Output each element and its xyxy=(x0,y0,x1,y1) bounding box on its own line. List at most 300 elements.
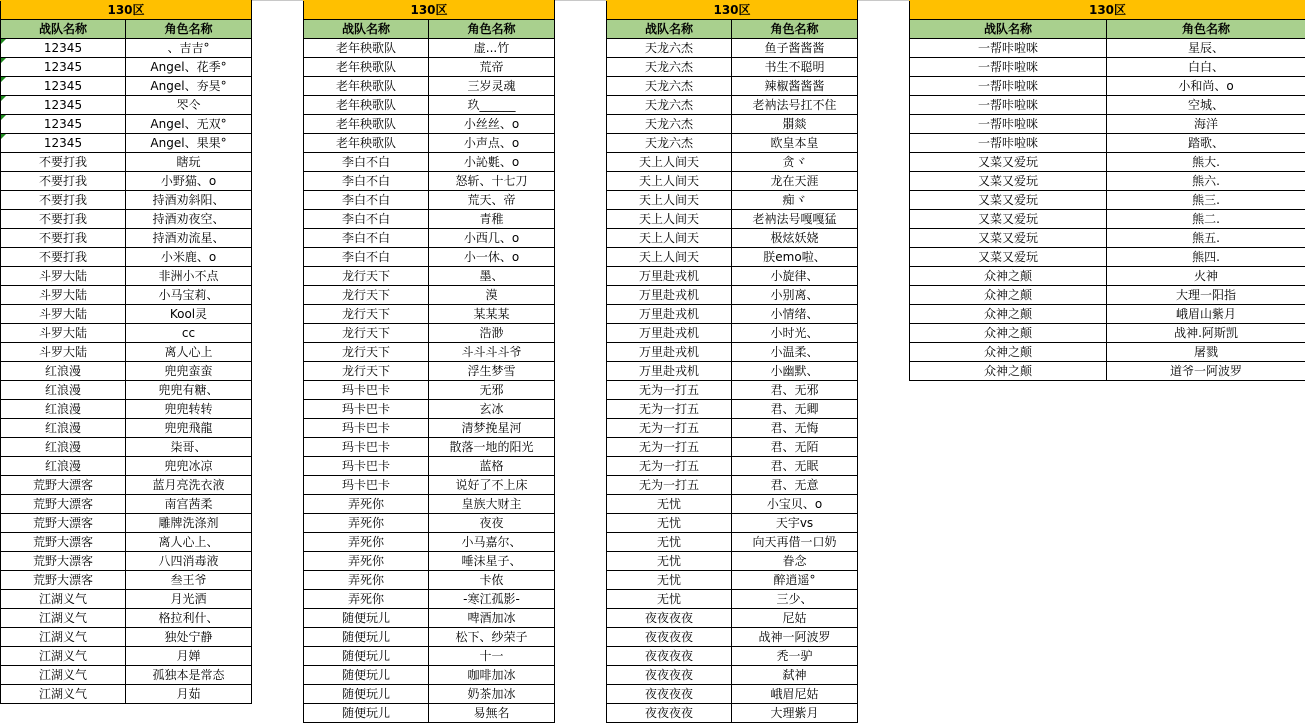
role-name-cell[interactable]: cc xyxy=(126,324,252,343)
team-name-cell[interactable]: 夜夜夜夜 xyxy=(607,685,732,704)
team-name-cell[interactable]: 李白不白 xyxy=(304,210,429,229)
role-name-cell[interactable]: 向天再借一口奶 xyxy=(732,533,858,552)
role-name-cell[interactable]: 散落一地的阳光 xyxy=(429,438,555,457)
team-name-cell[interactable]: 无为一打五 xyxy=(607,457,732,476)
role-name-cell[interactable]: 眷念 xyxy=(732,552,858,571)
team-name-cell[interactable]: 荒野大漂客 xyxy=(1,533,126,552)
team-name-cell[interactable]: 玛卡巴卡 xyxy=(304,457,429,476)
team-name-cell[interactable]: 众神之颠 xyxy=(910,324,1107,343)
role-name-cell[interactable]: 怒斩、十七刀 xyxy=(429,172,555,191)
team-name-cell[interactable]: 玛卡巴卡 xyxy=(304,400,429,419)
team-name-cell[interactable]: 红浪漫 xyxy=(1,419,126,438)
team-name-cell[interactable]: 红浪漫 xyxy=(1,381,126,400)
role-name-cell[interactable]: 熊二. xyxy=(1107,210,1305,229)
team-name-cell[interactable]: 天上人间天 xyxy=(607,229,732,248)
role-name-cell[interactable]: 虚...竹 xyxy=(429,39,555,58)
team-name-cell[interactable]: 天上人间天 xyxy=(607,172,732,191)
role-name-cell[interactable]: 青稚 xyxy=(429,210,555,229)
table-row xyxy=(607,58,858,77)
team-name-cell[interactable]: 江湖义气 xyxy=(1,628,126,647)
role-name-cell[interactable]: 君、无意 xyxy=(732,476,858,495)
team-name-cell[interactable]: 老年秧歌队 xyxy=(304,39,429,58)
table-row xyxy=(1,685,252,704)
table-row xyxy=(304,419,555,438)
role-name-cell[interactable]: 小一休、o xyxy=(429,248,555,267)
role-name-cell[interactable]: 小温柔、 xyxy=(732,343,858,362)
team-name-cell[interactable]: 老年秧歌队 xyxy=(304,115,429,134)
table-row xyxy=(304,267,555,286)
team-name-cell[interactable]: 万里赴戎机 xyxy=(607,286,732,305)
team-name-cell[interactable]: 荒野大漂客 xyxy=(1,514,126,533)
team-name-cell[interactable]: 老年秧歌队 xyxy=(304,96,429,115)
role-name-cell[interactable]: 漠 xyxy=(429,286,555,305)
team-name-cell[interactable]: 天上人间天 xyxy=(607,248,732,267)
role-name-cell[interactable]: 天宇vs xyxy=(732,514,858,533)
role-name-cell[interactable]: 蓝月亮洗衣液 xyxy=(126,476,252,495)
role-name-cell[interactable]: 斗斗斗斗爷 xyxy=(429,343,555,362)
role-name-cell[interactable]: 咖啡加冰 xyxy=(429,666,555,685)
team-name-cell[interactable]: 随便玩儿 xyxy=(304,609,429,628)
table-row xyxy=(1,362,252,381)
team-name-cell[interactable]: 斗罗大陆 xyxy=(1,305,126,324)
role-name-cell[interactable]: 叁王爷 xyxy=(126,571,252,590)
role-name-cell[interactable]: 朕emo啦、 xyxy=(732,248,858,267)
role-name-cell[interactable]: 峨眉尼姑 xyxy=(732,685,858,704)
team-name-cell[interactable]: 老年秧歌队 xyxy=(304,58,429,77)
role-name-cell[interactable]: 小声点、o xyxy=(429,134,555,153)
role-name-cell[interactable]: 小丝丝、o xyxy=(429,115,555,134)
role-name-cell[interactable]: 大理紫月 xyxy=(732,704,858,723)
header-team-name[interactable]: 战队名称 xyxy=(910,20,1107,39)
team-name-cell[interactable]: 万里赴戎机 xyxy=(607,343,732,362)
team-name-cell[interactable]: 江湖义气 xyxy=(1,647,126,666)
team-name-cell[interactable]: 老年秧歌队 xyxy=(304,77,429,96)
role-name-cell[interactable]: 持酒劝流星、 xyxy=(126,229,252,248)
role-name-cell[interactable]: 书生不聪明 xyxy=(732,58,858,77)
team-name-cell[interactable]: 李白不白 xyxy=(304,229,429,248)
table-row xyxy=(607,590,858,609)
role-name-cell[interactable]: 熊三. xyxy=(1107,191,1305,210)
role-name-cell[interactable]: 战神一阿波罗 xyxy=(732,628,858,647)
role-name-cell[interactable]: -寒江孤影- xyxy=(429,590,555,609)
role-name-cell[interactable]: 老衲法号扛不住 xyxy=(732,96,858,115)
role-name-cell[interactable]: Angel、果果° xyxy=(126,134,252,153)
team-name-cell[interactable]: 无为一打五 xyxy=(607,400,732,419)
team-name-cell[interactable]: 又菜又爱玩 xyxy=(910,210,1107,229)
table-row xyxy=(304,153,555,172)
team-name-cell[interactable]: 红浪漫 xyxy=(1,362,126,381)
team-name-cell[interactable]: 弄死你 xyxy=(304,495,429,514)
role-name-cell[interactable]: 君、无悔 xyxy=(732,419,858,438)
role-name-cell[interactable]: 熊五. xyxy=(1107,229,1305,248)
team-name-cell[interactable]: 一帮咔啦咪 xyxy=(910,58,1107,77)
team-name-cell[interactable]: 天龙六杰 xyxy=(607,58,732,77)
table-row xyxy=(1,438,252,457)
team-name-cell[interactable]: 随便玩儿 xyxy=(304,666,429,685)
team-name-cell[interactable]: 斗罗大陆 xyxy=(1,267,126,286)
role-name-cell[interactable]: Angel、花季° xyxy=(126,58,252,77)
team-name-cell[interactable]: 无忧 xyxy=(607,571,732,590)
team-name-cell[interactable]: 众神之颠 xyxy=(910,286,1107,305)
team-name-cell[interactable]: 无为一打五 xyxy=(607,419,732,438)
role-name-cell[interactable]: 浩渺 xyxy=(429,324,555,343)
team-name-cell[interactable]: 李白不白 xyxy=(304,153,429,172)
role-name-cell[interactable]: 醉逍遥° xyxy=(732,571,858,590)
team-name-cell[interactable]: 夜夜夜夜 xyxy=(607,628,732,647)
header-role-name[interactable]: 角色名称 xyxy=(732,20,858,39)
table-row xyxy=(1,419,252,438)
role-name-cell[interactable]: 兜兜冰凉 xyxy=(126,457,252,476)
role-name-cell[interactable]: 海洋 xyxy=(1107,115,1305,134)
table-row xyxy=(607,533,858,552)
team-name-cell[interactable]: 江湖义气 xyxy=(1,685,126,704)
role-name-cell[interactable]: 玄冰 xyxy=(429,400,555,419)
table-row xyxy=(304,438,555,457)
role-name-cell[interactable]: 火神 xyxy=(1107,267,1305,286)
team-name-cell[interactable]: 万里赴戎机 xyxy=(607,267,732,286)
team-name-cell[interactable]: 玛卡巴卡 xyxy=(304,381,429,400)
role-name-cell[interactable]: 非洲小不点 xyxy=(126,267,252,286)
role-name-cell[interactable]: 月婵 xyxy=(126,647,252,666)
team-name-cell[interactable]: 天龙六杰 xyxy=(607,77,732,96)
team-name-cell[interactable]: 又菜又爱玩 xyxy=(910,248,1107,267)
role-name-cell[interactable]: 、吉吉° xyxy=(126,39,252,58)
role-name-cell[interactable]: 南宫茜柔 xyxy=(126,495,252,514)
team-name-cell[interactable]: 无忧 xyxy=(607,552,732,571)
team-name-cell[interactable]: 江湖义气 xyxy=(1,609,126,628)
team-name-cell[interactable]: 无为一打五 xyxy=(607,381,732,400)
team-name-cell[interactable]: 天龙六杰 xyxy=(607,134,732,153)
team-name-cell[interactable]: 龙行天下 xyxy=(304,305,429,324)
table-row xyxy=(910,267,1305,286)
team-name-cell[interactable]: 12345 xyxy=(1,115,126,134)
role-name-cell[interactable]: 小米鹿、o xyxy=(126,248,252,267)
role-name-cell[interactable]: 松下、纱荣子 xyxy=(429,628,555,647)
team-name-cell[interactable]: 随便玩儿 xyxy=(304,647,429,666)
role-name-cell[interactable]: 卡侬 xyxy=(429,571,555,590)
role-name-cell[interactable]: 欧皇本皇 xyxy=(732,134,858,153)
team-name-cell[interactable]: 江湖义气 xyxy=(1,590,126,609)
role-name-cell[interactable]: 道爷一阿波罗 xyxy=(1107,362,1305,381)
zone-title[interactable]: 130区 xyxy=(607,1,858,20)
team-name-cell[interactable]: 一帮咔啦咪 xyxy=(910,115,1107,134)
team-name-cell[interactable]: 老年秧歌队 xyxy=(304,134,429,153)
table-row xyxy=(1,457,252,476)
team-name-cell[interactable]: 夜夜夜夜 xyxy=(607,666,732,685)
role-name-cell[interactable]: 鱼子酱酱酱 xyxy=(732,39,858,58)
role-name-cell[interactable]: Angel、无双° xyxy=(126,115,252,134)
role-name-cell[interactable]: 十一 xyxy=(429,647,555,666)
role-name-cell[interactable]: 独处宁静 xyxy=(126,628,252,647)
role-name-cell[interactable]: 兜兜蛮蛮 xyxy=(126,362,252,381)
team-name-cell[interactable]: 荒野大漂客 xyxy=(1,495,126,514)
role-name-cell[interactable]: 小宝贝、o xyxy=(732,495,858,514)
header-team-name[interactable]: 战队名称 xyxy=(1,20,126,39)
role-name-cell[interactable]: 小野猫、o xyxy=(126,172,252,191)
role-name-cell[interactable]: 小旋律、 xyxy=(732,267,858,286)
team-name-cell[interactable]: 弄死你 xyxy=(304,552,429,571)
role-name-cell[interactable]: 离人心上、 xyxy=(126,533,252,552)
role-name-cell[interactable]: 弑神 xyxy=(732,666,858,685)
role-name-cell[interactable]: 唾沫星子、 xyxy=(429,552,555,571)
team-name-cell[interactable]: 天龙六杰 xyxy=(607,39,732,58)
role-name-cell[interactable]: 白白、 xyxy=(1107,58,1305,77)
role-name-cell[interactable]: 星辰、 xyxy=(1107,39,1305,58)
team-name-cell[interactable]: 玛卡巴卡 xyxy=(304,476,429,495)
table-row xyxy=(910,153,1305,172)
role-name-cell[interactable]: 玖______ xyxy=(429,96,555,115)
team-name-cell[interactable]: 不要打我 xyxy=(1,229,126,248)
team-name-cell[interactable]: 天上人间天 xyxy=(607,210,732,229)
role-name-cell[interactable]: 小西几、o xyxy=(429,229,555,248)
role-name-cell[interactable]: 龙在天涯 xyxy=(732,172,858,191)
role-name-cell[interactable]: 小訫氀、o xyxy=(429,153,555,172)
team-name-cell[interactable]: 天上人间天 xyxy=(607,153,732,172)
header-role-name[interactable]: 角色名称 xyxy=(429,20,555,39)
team-name-cell[interactable]: 斗罗大陆 xyxy=(1,343,126,362)
role-name-cell[interactable]: 秃一驴 xyxy=(732,647,858,666)
team-name-cell[interactable]: 夜夜夜夜 xyxy=(607,704,732,723)
team-name-cell[interactable]: 荒野大漂客 xyxy=(1,571,126,590)
table-row xyxy=(1,400,252,419)
table-row xyxy=(304,533,555,552)
role-name-cell[interactable]: 兜兜转转 xyxy=(126,400,252,419)
team-name-cell[interactable]: 一帮咔啦咪 xyxy=(910,134,1107,153)
table-row xyxy=(1,590,252,609)
role-name-cell[interactable]: 清梦挽星河 xyxy=(429,419,555,438)
table-row xyxy=(607,77,858,96)
role-name-cell[interactable]: 八四消毒液 xyxy=(126,552,252,571)
table-row xyxy=(304,476,555,495)
team-name-cell[interactable]: 一帮咔啦咪 xyxy=(910,39,1107,58)
role-name-cell[interactable]: 皇族大财主 xyxy=(429,495,555,514)
team-name-cell[interactable]: 无忧 xyxy=(607,590,732,609)
table-row xyxy=(304,172,555,191)
role-name-cell[interactable]: 蓝格 xyxy=(429,457,555,476)
team-name-cell[interactable]: 不要打我 xyxy=(1,172,126,191)
table-row xyxy=(1,324,252,343)
table-row xyxy=(304,381,555,400)
team-name-cell[interactable]: 无忧 xyxy=(607,495,732,514)
table-row xyxy=(304,495,555,514)
role-name-cell[interactable]: Angel、夯昊° xyxy=(126,77,252,96)
role-name-cell[interactable]: 君、无眠 xyxy=(732,457,858,476)
team-name-cell[interactable]: 荒野大漂客 xyxy=(1,552,126,571)
table-row xyxy=(304,248,555,267)
table-row xyxy=(607,96,858,115)
role-name-cell[interactable]: 月茹 xyxy=(126,685,252,704)
role-name-cell[interactable]: 大理一阳指 xyxy=(1107,286,1305,305)
team-name-cell[interactable]: 众神之颠 xyxy=(910,305,1107,324)
team-name-cell[interactable]: 12345 xyxy=(1,58,126,77)
team-name-cell[interactable]: 万里赴戎机 xyxy=(607,362,732,381)
team-name-cell[interactable]: 无忧 xyxy=(607,514,732,533)
role-name-cell[interactable]: 老衲法号嘎嘎猛 xyxy=(732,210,858,229)
role-name-cell[interactable]: 熊六. xyxy=(1107,172,1305,191)
role-name-cell[interactable]: Kool灵 xyxy=(126,305,252,324)
team-name-cell[interactable]: 又菜又爱玩 xyxy=(910,153,1107,172)
role-name-cell[interactable]: 三少、 xyxy=(732,590,858,609)
team-name-cell[interactable]: 李白不白 xyxy=(304,248,429,267)
table-row xyxy=(1,77,252,96)
team-name-cell[interactable]: 红浪漫 xyxy=(1,438,126,457)
role-name-cell[interactable]: 痴ヾ xyxy=(732,191,858,210)
role-name-cell[interactable]: 荒天、帝 xyxy=(429,191,555,210)
role-name-cell[interactable]: 朤燚 xyxy=(732,115,858,134)
team-name-cell[interactable]: 天龙六杰 xyxy=(607,96,732,115)
role-name-cell[interactable]: 极炫妖娆 xyxy=(732,229,858,248)
team-name-cell[interactable]: 红浪漫 xyxy=(1,457,126,476)
team-name-cell[interactable]: 一帮咔啦咪 xyxy=(910,77,1107,96)
role-name-cell[interactable]: 君、无邪 xyxy=(732,381,858,400)
team-name-cell[interactable]: 万里赴戎机 xyxy=(607,305,732,324)
role-name-cell[interactable]: 某某某 xyxy=(429,305,555,324)
table-row xyxy=(910,248,1305,267)
role-name-cell[interactable]: 小时光、 xyxy=(732,324,858,343)
role-name-cell[interactable]: 君、无卿 xyxy=(732,400,858,419)
role-name-cell[interactable]: 荒帝 xyxy=(429,58,555,77)
table-row xyxy=(910,58,1305,77)
team-name-cell[interactable]: 不要打我 xyxy=(1,248,126,267)
role-name-cell[interactable]: 小别离、 xyxy=(732,286,858,305)
team-name-cell[interactable]: 随便玩儿 xyxy=(304,704,429,723)
header-role-name[interactable]: 角色名称 xyxy=(126,20,252,39)
header-role-name[interactable]: 角色名称 xyxy=(1107,20,1305,39)
role-name-cell[interactable]: 夜夜 xyxy=(429,514,555,533)
role-name-cell[interactable]: 峨眉山紫月 xyxy=(1107,305,1305,324)
role-name-cell[interactable]: 踏歌、 xyxy=(1107,134,1305,153)
role-name-cell[interactable]: 空城、 xyxy=(1107,96,1305,115)
team-name-cell[interactable]: 无忧 xyxy=(607,533,732,552)
team-name-cell[interactable]: 玛卡巴卡 xyxy=(304,438,429,457)
role-name-cell[interactable]: 屠戮 xyxy=(1107,343,1305,362)
role-name-cell[interactable]: 持酒劝斜阳、 xyxy=(126,191,252,210)
team-name-cell[interactable]: 龙行天下 xyxy=(304,324,429,343)
team-name-cell[interactable]: 12345 xyxy=(1,77,126,96)
role-name-cell[interactable]: 小幽默、 xyxy=(732,362,858,381)
role-name-cell[interactable]: 格拉利什、 xyxy=(126,609,252,628)
role-name-cell[interactable]: 墨、 xyxy=(429,267,555,286)
table-row xyxy=(1,666,252,685)
team-name-cell[interactable]: 夜夜夜夜 xyxy=(607,609,732,628)
role-name-cell[interactable]: 三岁灵魂 xyxy=(429,77,555,96)
role-name-cell[interactable]: 离人心上 xyxy=(126,343,252,362)
team-name-cell[interactable]: 又菜又爱玩 xyxy=(910,191,1107,210)
team-name-cell[interactable]: 不要打我 xyxy=(1,153,126,172)
team-name-cell[interactable]: 龙行天下 xyxy=(304,362,429,381)
team-name-cell[interactable]: 弄死你 xyxy=(304,514,429,533)
team-name-cell[interactable]: 李白不白 xyxy=(304,172,429,191)
team-name-cell[interactable]: 弄死你 xyxy=(304,571,429,590)
team-name-cell[interactable]: 天龙六杰 xyxy=(607,115,732,134)
team-name-cell[interactable]: 荒野大漂客 xyxy=(1,476,126,495)
team-name-cell[interactable]: 江湖义气 xyxy=(1,666,126,685)
role-name-cell[interactable]: 说好了不上床 xyxy=(429,476,555,495)
team-name-cell[interactable]: 龙行天下 xyxy=(304,267,429,286)
role-name-cell[interactable]: 辣椒酱酱酱 xyxy=(732,77,858,96)
role-name-cell[interactable]: 君、无陌 xyxy=(732,438,858,457)
table-row xyxy=(910,286,1305,305)
team-name-cell[interactable]: 玛卡巴卡 xyxy=(304,419,429,438)
table-row xyxy=(607,115,858,134)
role-name-cell[interactable]: 尼姑 xyxy=(732,609,858,628)
table-row xyxy=(1,267,252,286)
role-name-cell[interactable]: 孤独本是常态 xyxy=(126,666,252,685)
role-name-cell[interactable]: 熊四. xyxy=(1107,248,1305,267)
team-name-cell[interactable]: 又菜又爱玩 xyxy=(910,229,1107,248)
team-name-cell[interactable]: 12345 xyxy=(1,96,126,115)
team-name-cell[interactable]: 斗罗大陆 xyxy=(1,286,126,305)
role-name-cell[interactable]: 罖仒 xyxy=(126,96,252,115)
role-name-cell[interactable]: 易無名 xyxy=(429,704,555,723)
role-name-cell[interactable]: 啤酒加冰 xyxy=(429,609,555,628)
role-name-cell[interactable]: 小和尚、o xyxy=(1107,77,1305,96)
team-name-cell[interactable]: 一帮咔啦咪 xyxy=(910,96,1107,115)
role-name-cell[interactable]: 贪ヾ xyxy=(732,153,858,172)
role-name-cell[interactable]: 兜兜有糖、 xyxy=(126,381,252,400)
team-name-cell[interactable]: 天上人间天 xyxy=(607,191,732,210)
team-name-cell[interactable]: 红浪漫 xyxy=(1,400,126,419)
team-name-cell[interactable]: 随便玩儿 xyxy=(304,685,429,704)
role-name-cell[interactable]: 战神.阿斯凯 xyxy=(1107,324,1305,343)
table-row xyxy=(304,96,555,115)
role-name-cell[interactable]: 小马嘉尔、 xyxy=(429,533,555,552)
team-name-cell[interactable]: 斗罗大陆 xyxy=(1,324,126,343)
header-team-name[interactable]: 战队名称 xyxy=(304,20,429,39)
team-name-cell[interactable]: 龙行天下 xyxy=(304,286,429,305)
role-name-cell[interactable]: 熊大. xyxy=(1107,153,1305,172)
role-name-cell[interactable]: 小情绪、 xyxy=(732,305,858,324)
team-name-cell[interactable]: 夜夜夜夜 xyxy=(607,647,732,666)
table-row xyxy=(910,343,1305,362)
zone-title[interactable]: 130区 xyxy=(1,1,252,20)
team-name-cell[interactable]: 12345 xyxy=(1,39,126,58)
role-name-cell[interactable]: 柒哥、 xyxy=(126,438,252,457)
role-name-cell[interactable]: 浮生梦雪 xyxy=(429,362,555,381)
role-name-cell[interactable]: 月光洒 xyxy=(126,590,252,609)
role-name-cell[interactable]: 雕牌洗涤剂 xyxy=(126,514,252,533)
role-name-cell[interactable]: 持酒劝夜空、 xyxy=(126,210,252,229)
table-row xyxy=(607,362,858,381)
team-name-cell[interactable]: 众神之颠 xyxy=(910,343,1107,362)
role-name-cell[interactable]: 奶茶加冰 xyxy=(429,685,555,704)
team-name-cell[interactable]: 弄死你 xyxy=(304,533,429,552)
zone-title[interactable]: 130区 xyxy=(910,1,1305,20)
table-row xyxy=(304,77,555,96)
role-name-cell[interactable]: 小马宝莉、 xyxy=(126,286,252,305)
team-name-cell[interactable]: 无为一打五 xyxy=(607,438,732,457)
zone-title-row xyxy=(910,1,1305,20)
team-name-cell[interactable]: 12345 xyxy=(1,134,126,153)
header-team-name[interactable]: 战队名称 xyxy=(607,20,732,39)
team-name-cell[interactable]: 万里赴戎机 xyxy=(607,324,732,343)
zone-title[interactable]: 130区 xyxy=(304,1,555,20)
role-name-cell[interactable]: 无邪 xyxy=(429,381,555,400)
role-name-cell[interactable]: 瞎玩 xyxy=(126,153,252,172)
team-name-cell[interactable]: 众神之颠 xyxy=(910,267,1107,286)
team-name-cell[interactable]: 龙行天下 xyxy=(304,343,429,362)
table-row xyxy=(607,267,858,286)
team-name-cell[interactable]: 李白不白 xyxy=(304,191,429,210)
team-name-cell[interactable]: 不要打我 xyxy=(1,191,126,210)
team-name-cell[interactable]: 又菜又爱玩 xyxy=(910,172,1107,191)
team-name-cell[interactable]: 随便玩儿 xyxy=(304,628,429,647)
team-name-cell[interactable]: 无为一打五 xyxy=(607,476,732,495)
team-name-cell[interactable]: 弄死你 xyxy=(304,590,429,609)
team-name-cell[interactable]: 众神之颠 xyxy=(910,362,1107,381)
role-name-cell[interactable]: 兜兜飛龍 xyxy=(126,419,252,438)
team-name-cell[interactable]: 不要打我 xyxy=(1,210,126,229)
